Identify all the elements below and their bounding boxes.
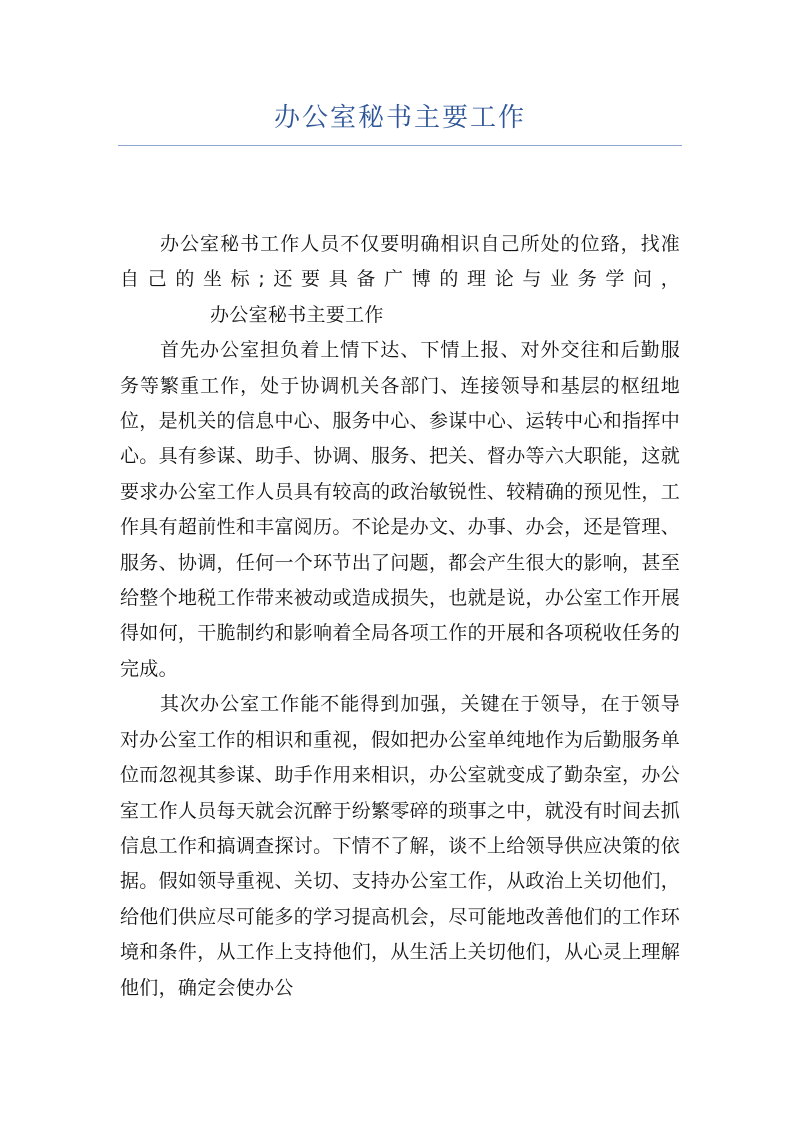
intro-inline-heading: 办公室秘书主要工作 xyxy=(210,303,384,326)
title-underline xyxy=(118,145,682,146)
intro-paragraph xyxy=(120,227,680,333)
document-title: 办公室秘书主要工作 xyxy=(273,103,526,133)
body-paragraph-2: 其次办公室工作能不能得到加强，关键在于领导，在于领导对办公室工作的相识和重视，假如把办公室单纯地作为后勤服务单位而忽视其参谋、助手作用来相识，办公室就变成了勤杂室，办公室工作人员每天就会沉醉于纷繁零碎的琐事之中，就没有时间去抓信息工作和搞调查探讨。下情不了解，谈不上给领导供应决策的依据。假如领导重视、关切、支持办公室工作，从政治上关切他们，给他们供应尽可能多的学习提高机会，尽可能地改善他们的工作环境和条件，从工作上支持他们，从生活上关切他们，从心灵上理解他们，确定会使办公 xyxy=(120,693,680,999)
intro-text: 办公室秘书工作人员不仅要明确相识自己所处的位臵，找准自己的坐标;还要具备广博的理论与业务学问， xyxy=(120,233,680,291)
document-body xyxy=(120,227,680,1006)
body-paragraph-1: 首先办公室担负着上情下达、下情上报、对外交往和后勤服务等繁重工作，处于协调机关各部门、连接领导和基层的枢纽地位，是机关的信息中心、服务中心、参谋中心、运转中心和指挥中心。具有参谋、助手、协调、服务、把关、督办等六大职能，这就要求办公室工作人员具有较高的政治敏锐性、较精确的预见性，工作具有超前性和丰富阅历。不论是办文、办事、办会，还是管理、服务、协调，任何一个环节出了问题，都会产生很大的影响，甚至给整个地税工作带来被动或造成损失，也就是说，办公室工作开展得如何，干脆制约和影响着全局各项工作的开展和各项税收任务的完成。 xyxy=(120,339,680,680)
